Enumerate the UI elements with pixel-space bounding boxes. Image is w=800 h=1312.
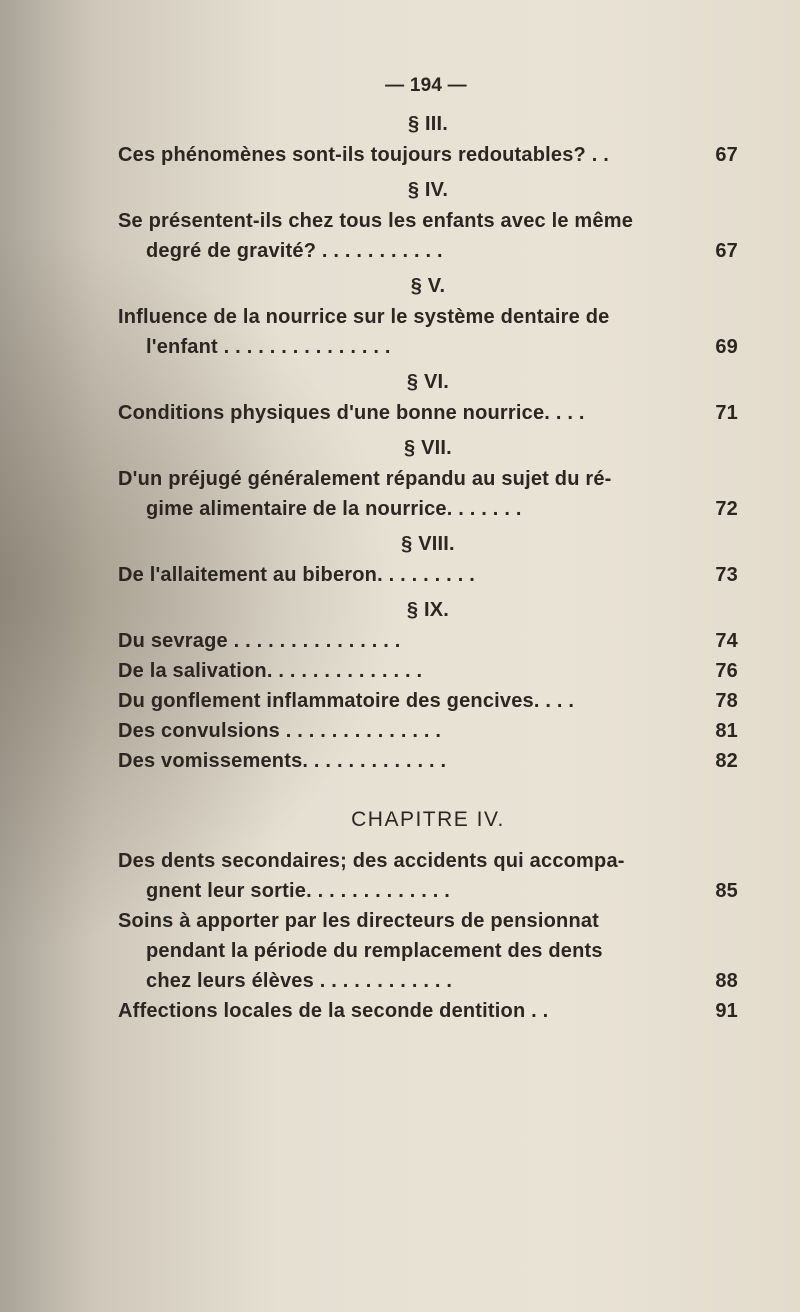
toc-entry [118,464,738,494]
entry-page-number [704,906,738,936]
entry-title: gnent leur sortie. . . . . . . . . . . . . [146,880,451,902]
entry-title: De la salivation. . . . . . . . . . . . . . [118,660,423,682]
section-heading: § IX. [406,599,450,621]
entry-page-number: 69 [715,336,738,358]
toc-entry-continuation [118,966,738,996]
toc-entry [118,302,738,332]
entry-title: pendant la période du remplacement des dents [146,940,603,962]
entry-title: Influence de la nourrice sur le système dentaire de [118,306,610,328]
entry-title: Du sevrage . . . . . . . . . . . . . . . [118,630,401,652]
table-of-contents [118,68,738,1026]
toc-entry [118,560,738,590]
toc-entry-continuation [118,332,738,362]
toc-entry-continuation [118,494,738,524]
entry-page-number: 74 [715,630,738,652]
entry-title: chez leurs élèves . . . . . . . . . . . . [146,970,453,992]
entry-title: l'enfant . . . . . . . . . . . . . . . [146,336,391,358]
entry-page-number: 73 [715,564,738,586]
entry-page-number [704,936,738,966]
section-heading: § IV. [407,179,449,201]
entry-page-number: 76 [715,660,738,682]
entry-page-number: 82 [715,750,738,772]
toc-entry-continuation [118,876,738,906]
entry-page-number [704,846,738,876]
entry-title: degré de gravité? . . . . . . . . . . . [146,240,443,262]
toc-entries [118,104,738,1026]
entry-title: Affections locales de la seconde dentition . . [118,1000,549,1022]
toc-entry [118,206,738,236]
toc-entry [118,846,738,876]
toc-entry [118,746,738,776]
entry-title: Des dents secondaires; des accidents qui accompa- [118,850,625,872]
entry-page-number: 71 [715,402,738,424]
entry-title: Se présentent-ils chez tous les enfants avec le même [118,210,634,232]
toc-entry-continuation [118,236,738,266]
entry-page-number [704,464,738,494]
entry-title: Soins à apporter par les directeurs de pensionnat [118,910,600,932]
entry-title: De l'allaitement au biberon. . . . . . . . . [118,564,475,586]
entry-page-number: 85 [715,880,738,902]
toc-entry [118,398,738,428]
section-heading: § VI. [406,371,450,393]
toc-entry [118,906,738,936]
toc-entry [118,656,738,686]
section-heading: § VII. [404,437,452,459]
page-number: — 194 — [385,75,467,96]
section-heading: § V. [410,275,446,297]
toc-entry [118,686,738,716]
entry-page-number: 78 [715,690,738,712]
entry-page-number [704,302,738,332]
entry-title: gime alimentaire de la nourrice. . . . . . . [146,498,522,520]
toc-entry [118,626,738,656]
section-heading: § III. [407,113,449,135]
section-heading: § VIII. [401,533,455,555]
entry-title: Du gonflement inflammatoire des gencives. . . . [118,690,575,712]
entry-page-number: 67 [715,240,738,262]
entry-title: D'un préjugé généralement répandu au sujet du ré- [118,468,612,490]
toc-entry [118,140,738,170]
toc-entry-continuation [118,936,738,966]
entry-title: Conditions physiques d'une bonne nourrice. . . . [118,402,585,424]
toc-entry [118,716,738,746]
entry-page-number: 72 [715,498,738,520]
entry-page-number: 67 [715,144,738,166]
entry-page-number: 88 [715,970,738,992]
entry-page-number [704,206,738,236]
entry-page-number: 81 [715,720,738,742]
entry-title: Ces phénomènes sont-ils toujours redoutables? . . [118,144,609,166]
chapter-heading: CHAPITRE IV. [351,808,505,831]
entry-title: Des convulsions . . . . . . . . . . . . . . [118,720,442,742]
entry-title: Des vomissements. . . . . . . . . . . . . [118,750,447,772]
toc-entry [118,996,738,1026]
entry-page-number: 91 [715,1000,738,1022]
